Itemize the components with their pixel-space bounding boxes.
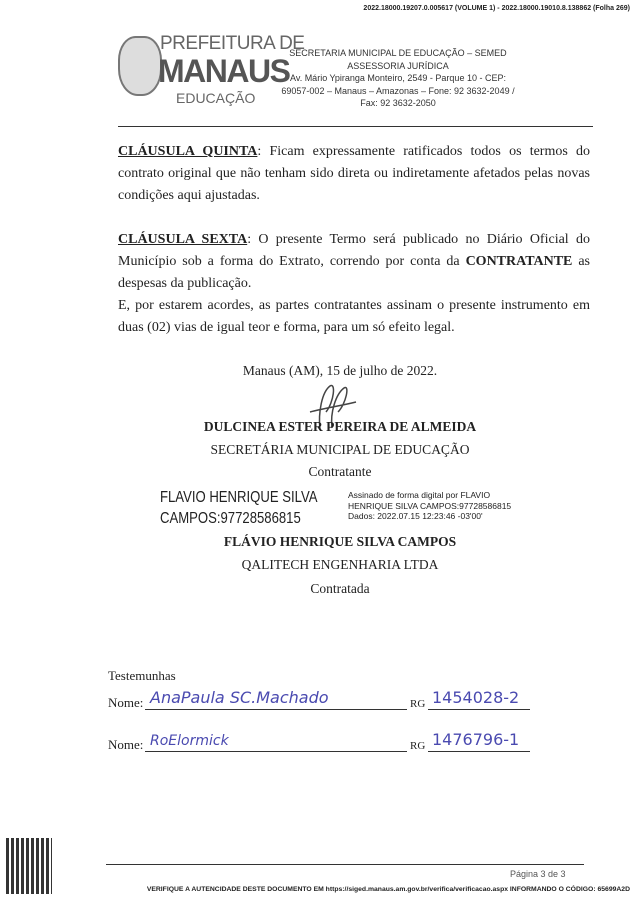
closing-paragraph: E, por estarem acordes, as partes contratantes assinam o presente instrumento em duas (02) vias de igual teor e forma, para um só efeito legal. <box>118 298 590 335</box>
rg-label: RG <box>410 698 426 710</box>
witness-name-label: Nome: <box>108 695 144 710</box>
contratante-role: Contratante <box>308 464 372 479</box>
contratante-name: DULCINEA ESTER PEREIRA DE ALMEIDA <box>203 419 477 434</box>
witness-signature: AnaPaula SC.Machado <box>150 688 329 707</box>
date-line: Manaus (AM), 15 de julho de 2022. <box>242 363 438 378</box>
rg-label: RG <box>410 740 426 752</box>
clause-title: CLÁUSULA QUINTA <box>118 144 258 159</box>
header-line: 69057-002 – Manaus – Amazonas – Fone: 92 3632-2049 / <box>281 85 515 96</box>
header-line: Fax: 92 3632-2050 <box>360 98 436 108</box>
logo-line3: EDUCAÇÃO <box>176 90 256 106</box>
process-reference: 2022.18000.19207.0.005617 (VOLUME 1) - 2022.18000.19010.8.138862 (Folha 269) <box>363 5 630 12</box>
witness-signature: RoElormick <box>150 733 229 749</box>
clause-text: as despesas da publicação. <box>118 254 591 291</box>
clausula-sexta <box>118 229 590 295</box>
rg-line <box>428 751 530 752</box>
sig-info-line: HENRIQUE SILVA CAMPOS:97728586815 <box>348 500 512 511</box>
digital-signature-info <box>348 490 511 522</box>
qr-code-icon[interactable] <box>6 838 52 894</box>
witness-rg: 1454028-2 <box>432 688 520 707</box>
sig-name-line: CAMPOS:97728586815 <box>160 510 301 527</box>
witness-name-line <box>145 751 407 752</box>
footer-divider <box>106 864 584 865</box>
contratante-org: SECRETÁRIA MUNICIPAL DE EDUCAÇÃO <box>210 442 470 457</box>
clausula-quinta <box>118 141 590 207</box>
logo-line2: MANAUS <box>158 53 290 89</box>
contratada-name: FLÁVIO HENRIQUE SILVA CAMPOS <box>223 534 457 549</box>
header-line: ASSESSORIA JURÍDICA <box>347 60 449 71</box>
clause-text: : O presente Termo será publicado no Diário Oficial do Município sob a forma do Extrato, correndo por conta da <box>118 232 590 269</box>
header-line: SECRETARIA MUNICIPAL DE EDUCAÇÃO – SEMED <box>289 48 507 58</box>
sig-name-line: FLAVIO HENRIQUE SILVA <box>160 489 318 506</box>
witness-rg: 1476796-1 <box>432 730 520 749</box>
header-line: Av. Mário Ypiranga Monteiro, 2549 - Parque 10 - CEP: <box>290 73 506 83</box>
witness-name-line <box>145 709 407 710</box>
contratante-bold: CONTRATANTE <box>465 254 573 269</box>
sig-info-line: Dados: 2022.07.15 12:23:46 -03'00' <box>348 511 483 521</box>
contratada-role: Contratada <box>310 581 370 596</box>
header-divider <box>118 126 593 127</box>
digital-signature-name <box>160 487 317 529</box>
letterhead <box>278 47 518 110</box>
clause-text: : Ficam expressamente ratificados todos os termos do contrato original que não tenham sido direta ou indiretamente afetados pelas novas condições aqui ajustadas. <box>118 144 590 203</box>
clause-title: CLÁUSULA SEXTA <box>118 232 248 247</box>
witness-name-label: Nome: <box>108 737 144 752</box>
prefeitura-logo <box>118 33 305 112</box>
contratada-org: QALITECH ENGENHARIA LTDA <box>241 557 439 572</box>
page-number: Página 3 de 3 <box>510 869 566 879</box>
witnesses-label: Testemunhas <box>108 668 176 683</box>
sig-info-line: Assinado de forma digital por FLAVIO <box>348 490 491 500</box>
coat-of-arms-icon <box>118 36 162 96</box>
rg-line <box>428 709 530 710</box>
logo-line1: PREFEITURA DE <box>160 33 305 54</box>
verification-footer: VERIFIQUE A AUTENCIDADE DESTE DOCUMENTO EM https://siged.manaus.am.gov.br/verifica/verificacao.aspx INFORMANDO O CÓDIGO: 65699A2D <box>146 886 630 893</box>
